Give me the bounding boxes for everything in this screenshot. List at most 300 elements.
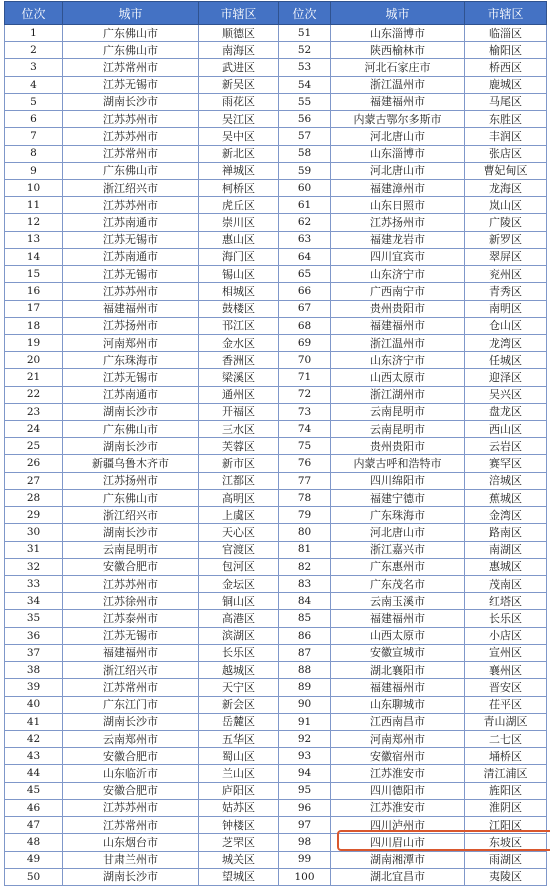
cell-left-district: 雨花区: [199, 93, 279, 110]
cell-left-district: 新市区: [199, 455, 279, 472]
cell-left-city: 云南昆明市: [63, 541, 199, 558]
cell-left-city: 广东江门市: [63, 696, 199, 713]
cell-right-city: 云南玉溪市: [331, 593, 465, 610]
cell-right-city: 湖南湘潭市: [331, 851, 465, 868]
cell-left-rank: 35: [5, 610, 63, 627]
table-row: [5, 817, 547, 834]
cell-right-rank: 72: [279, 386, 331, 403]
table-row: [5, 765, 547, 782]
cell-left-rank: 38: [5, 662, 63, 679]
cell-right-rank: 91: [279, 713, 331, 730]
cell-right-rank: 74: [279, 421, 331, 438]
cell-left-rank: 37: [5, 644, 63, 661]
table-row: [5, 145, 547, 162]
cell-right-city: 浙江嘉兴市: [331, 541, 465, 558]
cell-right-city: 河北唐山市: [331, 128, 465, 145]
cell-right-district: 龙湾区: [465, 334, 547, 351]
cell-left-city: 江苏无锡市: [63, 76, 199, 93]
cell-left-district: 通州区: [199, 386, 279, 403]
cell-left-rank: 23: [5, 403, 63, 420]
cell-right-rank: 82: [279, 558, 331, 575]
cell-left-district: 梁溪区: [199, 369, 279, 386]
cell-right-rank: 95: [279, 782, 331, 799]
cell-right-city: 四川宜宾市: [331, 248, 465, 265]
cell-right-rank: 54: [279, 76, 331, 93]
table-row: [5, 782, 547, 799]
cell-left-city: 山东临沂市: [63, 765, 199, 782]
cell-right-city: 四川绵阳市: [331, 472, 465, 489]
cell-left-city: 湖南长沙市: [63, 524, 199, 541]
cell-left-city: 安徽合肥市: [63, 748, 199, 765]
cell-left-city: 山东烟台市: [63, 834, 199, 851]
table-row: [5, 231, 547, 248]
cell-left-district: 吴江区: [199, 111, 279, 128]
cell-left-district: 三水区: [199, 421, 279, 438]
cell-right-district: 临淄区: [465, 25, 547, 42]
table-body: [5, 25, 547, 886]
cell-right-rank: 83: [279, 576, 331, 593]
cell-right-district: 新罗区: [465, 231, 547, 248]
cell-left-city: 广东佛山市: [63, 162, 199, 179]
cell-right-rank: 67: [279, 300, 331, 317]
cell-right-district: 金湾区: [465, 507, 547, 524]
cell-left-rank: 2: [5, 42, 63, 59]
cell-left-rank: 21: [5, 369, 63, 386]
table-row: [5, 403, 547, 420]
cell-left-city: 湖南长沙市: [63, 713, 199, 730]
cell-left-district: 越城区: [199, 662, 279, 679]
cell-left-city: 河南郑州市: [63, 334, 199, 351]
cell-right-city: 山东济宁市: [331, 352, 465, 369]
table-row: [5, 834, 547, 851]
cell-left-rank: 7: [5, 128, 63, 145]
cell-right-rank: 88: [279, 662, 331, 679]
cell-right-rank: 92: [279, 730, 331, 747]
table-row: [5, 42, 547, 59]
cell-right-district: 宣州区: [465, 644, 547, 661]
cell-left-rank: 24: [5, 421, 63, 438]
cell-right-city: 福建龙岩市: [331, 231, 465, 248]
cell-left-district: 金坛区: [199, 576, 279, 593]
cell-right-city: 山东淄博市: [331, 25, 465, 42]
cell-left-district: 五华区: [199, 730, 279, 747]
cell-left-rank: 42: [5, 730, 63, 747]
table-row: [5, 266, 547, 283]
cell-right-city: 福建福州市: [331, 317, 465, 334]
cell-left-rank: 13: [5, 231, 63, 248]
table-row: [5, 868, 547, 885]
cell-right-rank: 75: [279, 438, 331, 455]
cell-left-district: 香洲区: [199, 352, 279, 369]
cell-left-city: 江苏无锡市: [63, 369, 199, 386]
cell-left-city: 江苏南通市: [63, 386, 199, 403]
cell-left-city: 江苏徐州市: [63, 593, 199, 610]
cell-right-rank: 94: [279, 765, 331, 782]
cell-left-rank: 30: [5, 524, 63, 541]
cell-left-city: 江苏苏州市: [63, 128, 199, 145]
cell-right-district: 东胜区: [465, 111, 547, 128]
cell-left-city: 安徽合肥市: [63, 782, 199, 799]
cell-left-district: 上虞区: [199, 507, 279, 524]
cell-left-rank: 1: [5, 25, 63, 42]
cell-left-district: 官渡区: [199, 541, 279, 558]
cell-right-district: 二七区: [465, 730, 547, 747]
table-header: [5, 2, 547, 25]
cell-right-city: 四川泸州市: [331, 817, 465, 834]
table-row: [5, 283, 547, 300]
cell-right-district: 榆阳区: [465, 42, 547, 59]
cell-left-city: 江苏常州市: [63, 145, 199, 162]
cell-left-district: 吴中区: [199, 128, 279, 145]
cell-right-city: 河北唐山市: [331, 524, 465, 541]
cell-right-rank: 59: [279, 162, 331, 179]
cell-left-district: 庐阳区: [199, 782, 279, 799]
cell-right-rank: 65: [279, 266, 331, 283]
cell-right-city: 云南昆明市: [331, 421, 465, 438]
table-row: [5, 627, 547, 644]
cell-right-rank: 93: [279, 748, 331, 765]
cell-right-rank: 80: [279, 524, 331, 541]
cell-right-district: 雨湖区: [465, 851, 547, 868]
cell-right-city: 山东聊城市: [331, 696, 465, 713]
cell-left-rank: 47: [5, 817, 63, 834]
table-row: [5, 576, 547, 593]
cell-right-city: 福建福州市: [331, 679, 465, 696]
cell-left-city: 江苏无锡市: [63, 627, 199, 644]
table-row: [5, 25, 547, 42]
table-row: [5, 352, 547, 369]
header-district-left: 市辖区: [199, 2, 279, 25]
cell-left-city: 湖南长沙市: [63, 93, 199, 110]
cell-left-district: 芙蓉区: [199, 438, 279, 455]
cell-left-rank: 33: [5, 576, 63, 593]
cell-left-city: 福建福州市: [63, 644, 199, 661]
cell-right-rank: 89: [279, 679, 331, 696]
cell-left-rank: 48: [5, 834, 63, 851]
cell-left-district: 虎丘区: [199, 197, 279, 214]
table-row: [5, 248, 547, 265]
table-row: [5, 197, 547, 214]
cell-right-district: 茂南区: [465, 576, 547, 593]
cell-right-rank: 96: [279, 799, 331, 816]
cell-right-city: 福建漳州市: [331, 179, 465, 196]
cell-right-district: 茌平区: [465, 696, 547, 713]
cell-left-rank: 41: [5, 713, 63, 730]
cell-right-city: 广东茂名市: [331, 576, 465, 593]
cell-right-rank: 77: [279, 472, 331, 489]
cell-left-city: 新疆乌鲁木齐市: [63, 455, 199, 472]
table-row: [5, 421, 547, 438]
cell-left-district: 金水区: [199, 334, 279, 351]
cell-right-district: 青秀区: [465, 283, 547, 300]
cell-right-city: 陕西榆林市: [331, 42, 465, 59]
cell-left-district: 新北区: [199, 145, 279, 162]
cell-left-city: 江苏南通市: [63, 248, 199, 265]
table-row: [5, 162, 547, 179]
cell-left-district: 开福区: [199, 403, 279, 420]
cell-right-city: 湖北襄阳市: [331, 662, 465, 679]
cell-right-city: 江西南昌市: [331, 713, 465, 730]
cell-right-rank: 64: [279, 248, 331, 265]
cell-right-city: 福建宁德市: [331, 489, 465, 506]
cell-left-rank: 9: [5, 162, 63, 179]
cell-left-rank: 10: [5, 179, 63, 196]
cell-left-district: 滨湖区: [199, 627, 279, 644]
cell-left-district: 惠山区: [199, 231, 279, 248]
table-row: [5, 541, 547, 558]
cell-left-district: 芝罘区: [199, 834, 279, 851]
table-row: [5, 111, 547, 128]
cell-right-rank: 76: [279, 455, 331, 472]
table-row: [5, 679, 547, 696]
cell-right-district: 鹿城区: [465, 76, 547, 93]
table-row: [5, 593, 547, 610]
cell-left-city: 广东佛山市: [63, 421, 199, 438]
cell-left-rank: 28: [5, 489, 63, 506]
cell-right-city: 江苏扬州市: [331, 214, 465, 231]
table-row: [5, 334, 547, 351]
cell-right-district: 兖州区: [465, 266, 547, 283]
cell-right-district: 云岩区: [465, 438, 547, 455]
cell-right-district: 旌阳区: [465, 782, 547, 799]
cell-right-rank: 63: [279, 231, 331, 248]
cell-right-district: 赛罕区: [465, 455, 547, 472]
cell-left-rank: 19: [5, 334, 63, 351]
cell-right-city: 山西太原市: [331, 369, 465, 386]
cell-right-rank: 98: [279, 834, 331, 851]
table-row: [5, 610, 547, 627]
cell-left-district: 望城区: [199, 868, 279, 885]
cell-right-district: 任城区: [465, 352, 547, 369]
table-row: [5, 851, 547, 868]
cell-right-district: 丰润区: [465, 128, 547, 145]
cell-left-rank: 43: [5, 748, 63, 765]
cell-right-district: 惠城区: [465, 558, 547, 575]
cell-left-city: 江苏扬州市: [63, 472, 199, 489]
table-row: [5, 748, 547, 765]
cell-left-rank: 20: [5, 352, 63, 369]
cell-left-district: 相城区: [199, 283, 279, 300]
cell-right-city: 山东济宁市: [331, 266, 465, 283]
cell-left-city: 江苏苏州市: [63, 799, 199, 816]
cell-right-city: 安徽宿州市: [331, 748, 465, 765]
cell-left-city: 湖南长沙市: [63, 438, 199, 455]
cell-right-rank: 61: [279, 197, 331, 214]
cell-left-district: 高港区: [199, 610, 279, 627]
cell-left-rank: 11: [5, 197, 63, 214]
cell-right-district: 夷陵区: [465, 868, 547, 885]
cell-left-district: 钟楼区: [199, 817, 279, 834]
cell-left-district: 新吴区: [199, 76, 279, 93]
cell-right-district: 广陵区: [465, 214, 547, 231]
cell-left-rank: 16: [5, 283, 63, 300]
cell-left-rank: 22: [5, 386, 63, 403]
cell-right-rank: 99: [279, 851, 331, 868]
cell-left-city: 浙江绍兴市: [63, 507, 199, 524]
ranking-table: [4, 1, 547, 886]
cell-left-district: 岳麓区: [199, 713, 279, 730]
cell-left-rank: 27: [5, 472, 63, 489]
cell-left-rank: 12: [5, 214, 63, 231]
cell-left-city: 江苏南通市: [63, 214, 199, 231]
cell-right-district: 路南区: [465, 524, 547, 541]
cell-right-rank: 55: [279, 93, 331, 110]
cell-right-rank: 69: [279, 334, 331, 351]
cell-left-district: 武进区: [199, 59, 279, 76]
cell-right-rank: 56: [279, 111, 331, 128]
cell-right-district: 岚山区: [465, 197, 547, 214]
cell-right-rank: 52: [279, 42, 331, 59]
cell-right-city: 山东日照市: [331, 197, 465, 214]
cell-left-rank: 29: [5, 507, 63, 524]
cell-left-rank: 3: [5, 59, 63, 76]
cell-left-district: 南海区: [199, 42, 279, 59]
table-row: [5, 386, 547, 403]
cell-left-city: 甘肃兰州市: [63, 851, 199, 868]
cell-right-district: 埇桥区: [465, 748, 547, 765]
cell-left-rank: 17: [5, 300, 63, 317]
cell-left-district: 崇川区: [199, 214, 279, 231]
cell-left-district: 长乐区: [199, 644, 279, 661]
cell-left-city: 安徽合肥市: [63, 558, 199, 575]
cell-left-rank: 39: [5, 679, 63, 696]
cell-left-city: 江苏无锡市: [63, 266, 199, 283]
cell-right-rank: 58: [279, 145, 331, 162]
cell-right-district: 南明区: [465, 300, 547, 317]
cell-right-rank: 85: [279, 610, 331, 627]
table-row: [5, 76, 547, 93]
cell-left-district: 鼓楼区: [199, 300, 279, 317]
cell-right-rank: 87: [279, 644, 331, 661]
table-row: [5, 489, 547, 506]
cell-left-district: 姑苏区: [199, 799, 279, 816]
cell-left-rank: 46: [5, 799, 63, 816]
table-row: [5, 662, 547, 679]
cell-right-rank: 60: [279, 179, 331, 196]
table-row: [5, 507, 547, 524]
cell-left-rank: 49: [5, 851, 63, 868]
table-row: [5, 438, 547, 455]
cell-right-rank: 73: [279, 403, 331, 420]
cell-right-city: 贵州贵阳市: [331, 300, 465, 317]
table-row: [5, 730, 547, 747]
header-city-right: 城市: [331, 2, 465, 25]
table-row: [5, 696, 547, 713]
cell-right-district: 蕉城区: [465, 489, 547, 506]
cell-left-city: 江苏扬州市: [63, 317, 199, 334]
cell-right-city: 四川德阳市: [331, 782, 465, 799]
table-row: [5, 524, 547, 541]
cell-right-city: 福建福州市: [331, 610, 465, 627]
cell-right-district: 南湖区: [465, 541, 547, 558]
cell-right-city: 山东淄博市: [331, 145, 465, 162]
cell-left-district: 海门区: [199, 248, 279, 265]
cell-right-rank: 66: [279, 283, 331, 300]
cell-left-district: 顺德区: [199, 25, 279, 42]
cell-right-district: 襄州区: [465, 662, 547, 679]
cell-left-district: 禅城区: [199, 162, 279, 179]
cell-left-rank: 50: [5, 868, 63, 885]
cell-right-city: 福建福州市: [331, 93, 465, 110]
cell-right-city: 河北石家庄市: [331, 59, 465, 76]
table-row: [5, 799, 547, 816]
cell-right-district: 红塔区: [465, 593, 547, 610]
cell-left-city: 江苏常州市: [63, 817, 199, 834]
cell-right-rank: 100: [279, 868, 331, 885]
table-row: [5, 300, 547, 317]
cell-right-district: 涪城区: [465, 472, 547, 489]
cell-left-rank: 4: [5, 76, 63, 93]
cell-left-city: 广东佛山市: [63, 25, 199, 42]
cell-right-rank: 57: [279, 128, 331, 145]
cell-left-rank: 5: [5, 93, 63, 110]
table-row: [5, 128, 547, 145]
cell-left-city: 云南郑州市: [63, 730, 199, 747]
cell-right-rank: 71: [279, 369, 331, 386]
cell-right-city: 浙江温州市: [331, 76, 465, 93]
cell-left-rank: 36: [5, 627, 63, 644]
header-rank-right: 位次: [279, 2, 331, 25]
cell-right-city: 江苏淮安市: [331, 765, 465, 782]
cell-left-city: 江苏苏州市: [63, 283, 199, 300]
cell-left-district: 天宁区: [199, 679, 279, 696]
cell-left-city: 广东佛山市: [63, 42, 199, 59]
cell-left-city: 湖南长沙市: [63, 868, 199, 885]
cell-right-district: 西山区: [465, 421, 547, 438]
cell-right-city: 河南郑州市: [331, 730, 465, 747]
cell-left-district: 邗江区: [199, 317, 279, 334]
cell-left-rank: 32: [5, 558, 63, 575]
cell-right-city: 内蒙古呼和浩特市: [331, 455, 465, 472]
cell-right-district: 盘龙区: [465, 403, 547, 420]
cell-right-district: 东坡区: [465, 834, 547, 851]
cell-left-district: 高明区: [199, 489, 279, 506]
cell-right-city: 浙江湖州市: [331, 386, 465, 403]
cell-right-city: 湖北宜昌市: [331, 868, 465, 885]
cell-right-district: 江阳区: [465, 817, 547, 834]
cell-left-district: 江都区: [199, 472, 279, 489]
cell-right-district: 小店区: [465, 627, 547, 644]
cell-left-city: 江苏苏州市: [63, 197, 199, 214]
cell-right-rank: 90: [279, 696, 331, 713]
cell-left-city: 浙江绍兴市: [63, 179, 199, 196]
cell-left-rank: 8: [5, 145, 63, 162]
header-rank-left: 位次: [5, 2, 63, 25]
cell-left-district: 包河区: [199, 558, 279, 575]
cell-right-rank: 70: [279, 352, 331, 369]
cell-left-district: 锡山区: [199, 266, 279, 283]
cell-right-city: 广东惠州市: [331, 558, 465, 575]
cell-right-city: 内蒙古鄂尔多斯市: [331, 111, 465, 128]
cell-left-city: 广东佛山市: [63, 489, 199, 506]
table-row: [5, 713, 547, 730]
table-row: [5, 59, 547, 76]
cell-right-city: 四川眉山市: [331, 834, 465, 851]
cell-left-city: 江苏苏州市: [63, 576, 199, 593]
cell-left-district: 城关区: [199, 851, 279, 868]
cell-right-city: 河北唐山市: [331, 162, 465, 179]
cell-right-rank: 62: [279, 214, 331, 231]
cell-left-rank: 26: [5, 455, 63, 472]
cell-right-district: 仓山区: [465, 317, 547, 334]
cell-right-city: 江苏淮安市: [331, 799, 465, 816]
cell-right-city: 安徽宣城市: [331, 644, 465, 661]
cell-left-district: 兰山区: [199, 765, 279, 782]
cell-right-district: 马尾区: [465, 93, 547, 110]
header-city-left: 城市: [63, 2, 199, 25]
cell-left-rank: 31: [5, 541, 63, 558]
cell-left-rank: 44: [5, 765, 63, 782]
